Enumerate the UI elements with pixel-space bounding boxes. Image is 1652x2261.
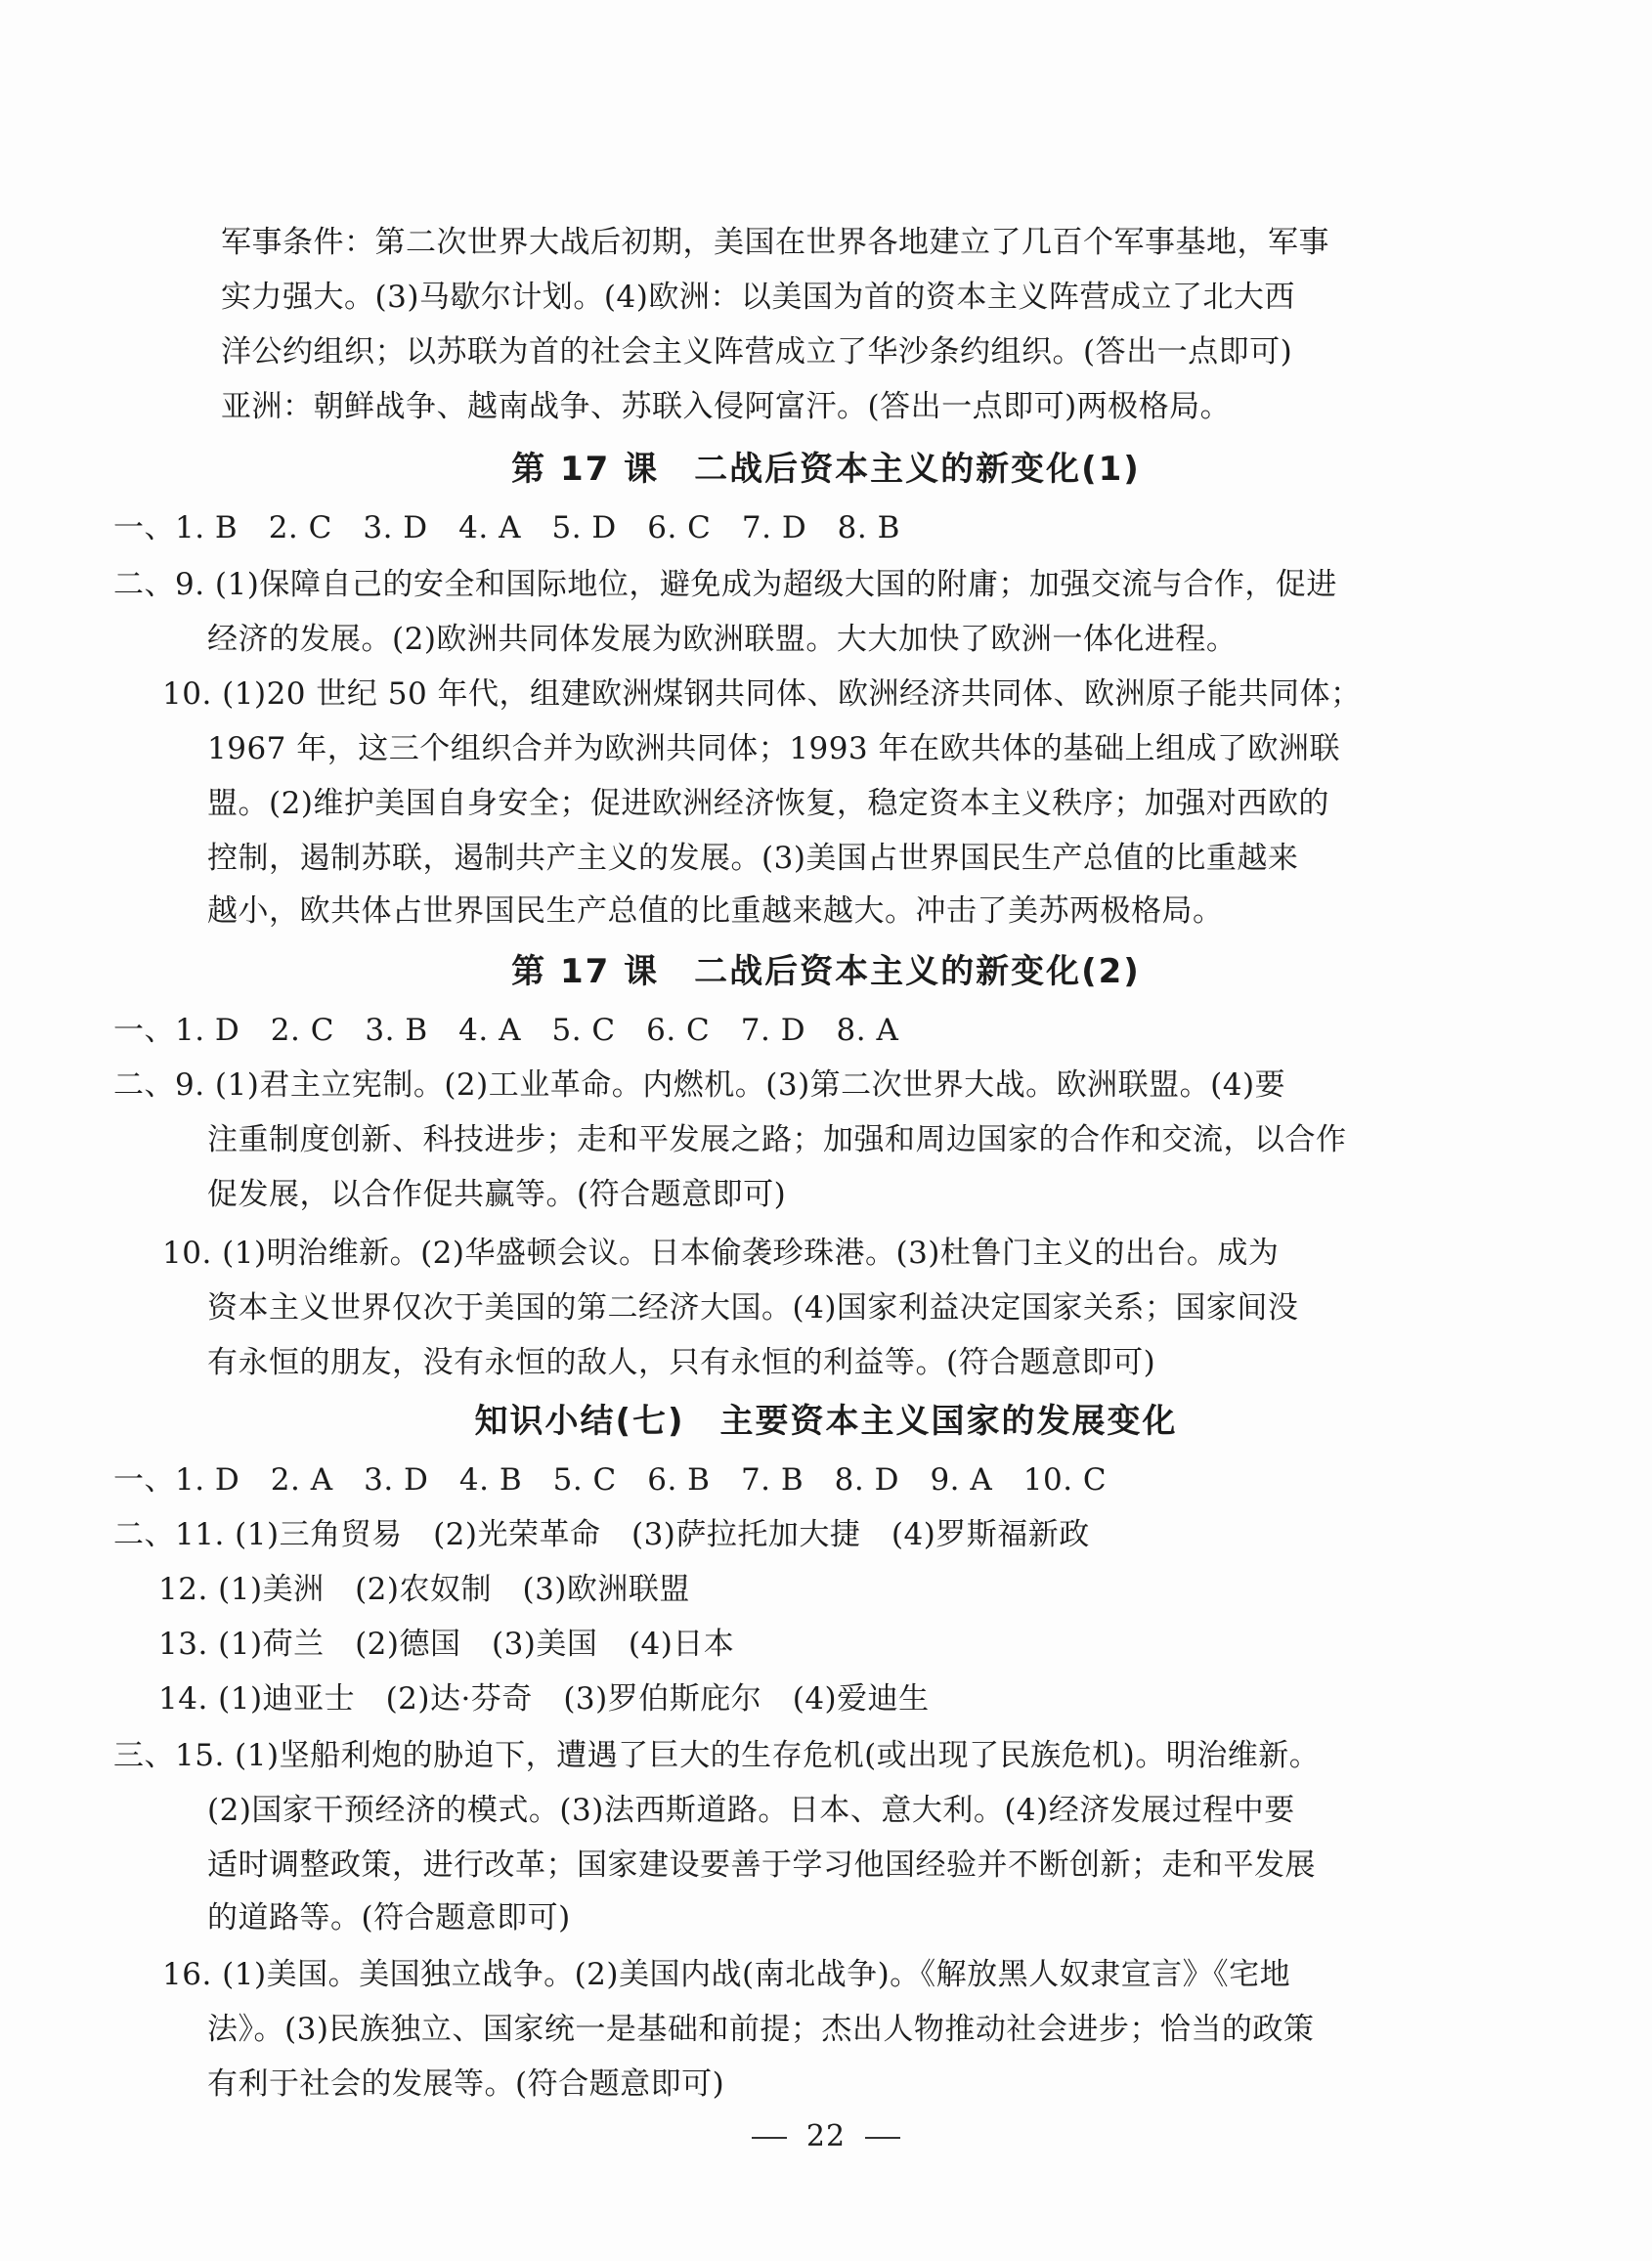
answer-line: 二、9. (1)保障自己的安全和国际地位，避免成为超级大国的附庸；加强交流与合作，促进 — [113, 567, 1337, 602]
answer-line: 10. (1)20 世纪 50 年代，组建欧洲煤钢共同体、欧洲经济共同体、欧洲原子能共同体； — [162, 676, 1362, 712]
answer-line: 的道路等。(符合题意即可) — [207, 1900, 571, 1935]
answer-line: 16. (1)美国。美国独立战争。(2)美国内战(南北战争)。《解放黑人奴隶宣言》《宅地 — [162, 1957, 1291, 1992]
intro-line: 亚洲：朝鲜战争、越南战争、苏联入侵阿富汗。(答出一点即可)两极格局。 — [221, 389, 1232, 424]
answer-line: 控制，遏制苏联，遏制共产主义的发展。(3)美国占世界国民生产总值的比重越来 — [207, 841, 1299, 876]
answer-line: 促发展，以合作促共赢等。(符合题意即可) — [207, 1177, 787, 1212]
intro-line: 洋公约组织；以苏联为首的社会主义阵营成立了华沙条约组织。(答出一点即可) — [221, 334, 1293, 370]
intro-line: 实力强大。(3)马歇尔计划。(4)欧洲：以美国为首的资本主义阵营成立了北大西 — [221, 280, 1295, 315]
answer-line: 二、11. (1)三角贸易 (2)光荣革命 (3)萨拉托加大捷 (4)罗斯福新政 — [113, 1517, 1090, 1552]
left-dash — [752, 2137, 787, 2139]
answer-line: 有利于社会的发展等。(符合题意即可) — [207, 2066, 725, 2102]
answer-line: 有永恒的朋友，没有永恒的敌人，只有永恒的利益等。(符合题意即可) — [207, 1345, 1156, 1380]
answer-line: 一、1. D 2. A 3. D 4. B 5. C 6. B 7. B 8. D 9. A 10. C — [113, 1462, 1108, 1498]
answer-line: 注重制度创新、科技进步；走和平发展之路；加强和周边国家的合作和交流，以合作 — [207, 1122, 1347, 1157]
answer-line: 一、1. D 2. C 3. B 4. A 5. C 6. C 7. D 8. A — [113, 1013, 899, 1048]
answer-line: 14. (1)迪亚士 (2)达·芬奇 (3)罗伯斯庇尔 (4)爱迪生 — [158, 1681, 930, 1717]
answer-line: (2)国家干预经济的模式。(3)法西斯道路。日本、意大利。(4)经济发展过程中要 — [207, 1793, 1295, 1828]
right-dash — [865, 2137, 900, 2139]
answer-line: 适时调整政策，进行改革；国家建设要善于学习他国经验并不断创新；走和平发展 — [207, 1848, 1316, 1883]
answer-line: 三、15. (1)坚船利炮的胁迫下，遭遇了巨大的生存危机(或出现了民族危机)。明治维新。 — [113, 1738, 1321, 1773]
answer-line: 资本主义世界仅次于美国的第二经济大国。(4)国家利益决定国家关系；国家间没 — [207, 1290, 1299, 1326]
answer-line: 盟。(2)维护美国自身安全；促进欧洲经济恢复，稳定资本主义秩序；加强对西欧的 — [207, 786, 1329, 821]
answer-line: 12. (1)美洲 (2)农奴制 (3)欧洲联盟 — [158, 1572, 690, 1607]
page-number-value: 22 — [805, 2119, 847, 2153]
answer-line: 二、9. (1)君主立宪制。(2)工业革命。内燃机。(3)第二次世界大战。欧洲联盟。(4)要 — [113, 1067, 1286, 1103]
answer-line: 1967 年，这三个组织合并为欧洲共同体；1993 年在欧共体的基础上组成了欧洲联 — [207, 731, 1340, 766]
section-heading: 知识小结(七) 主要资本主义国家的发展变化 — [474, 1402, 1178, 1441]
answer-line: 一、1. B 2. C 3. D 4. A 5. D 6. C 7. D 8. B — [113, 510, 900, 545]
answer-line: 10. (1)明治维新。(2)华盛顿会议。日本偷袭珍珠港。(3)杜鲁门主义的出台。成为 — [162, 1236, 1280, 1271]
answer-line: 经济的发展。(2)欧洲共同体发展为欧洲联盟。大大加快了欧洲一体化进程。 — [207, 622, 1238, 657]
section-heading: 第 17 课 二战后资本主义的新变化(1) — [511, 450, 1141, 489]
page-number — [0, 2117, 1652, 2156]
answer-line: 法》。(3)民族独立、国家统一是基础和前提；杰出人物推动社会进步；恰当的政策 — [207, 2012, 1315, 2047]
section-heading: 第 17 课 二战后资本主义的新变化(2) — [511, 952, 1141, 991]
intro-line: 军事条件：第二次世界大战后初期，美国在世界各地建立了几百个军事基地，军事 — [221, 225, 1329, 260]
answer-line: 越小，欧共体占世界国民生产总值的比重越来越大。冲击了美苏两极格局。 — [207, 893, 1224, 929]
answer-line: 13. (1)荷兰 (2)德国 (3)美国 (4)日本 — [158, 1627, 735, 1662]
